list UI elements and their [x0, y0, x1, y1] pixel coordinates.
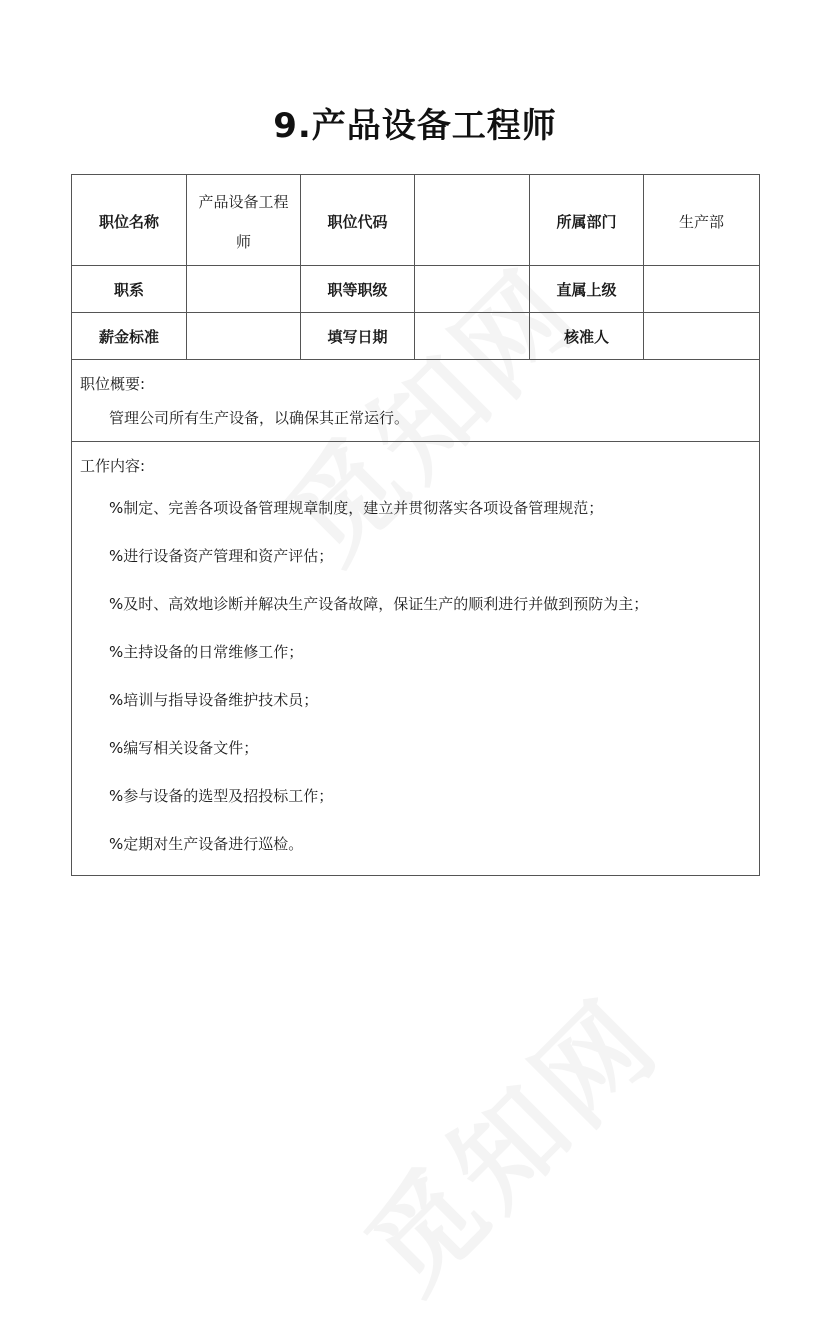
list-item: %定期对生产设备进行巡检。: [109, 835, 304, 853]
summary-text: 管理公司所有生产设备，以确保其正常运行。: [109, 409, 410, 427]
fill-date-value: [415, 313, 530, 360]
table-row: [72, 313, 760, 360]
supervisor-value: [644, 266, 760, 313]
position-name-label: 职位名称: [72, 175, 187, 266]
position-name-value: 产品设备工程师: [187, 175, 301, 266]
job-family-label: 职系: [72, 266, 187, 313]
list-item: %参与设备的选型及招投标工作；: [109, 787, 334, 805]
summary-row: [72, 360, 760, 442]
fill-date-label: 填写日期: [301, 313, 415, 360]
salary-label: 薪金标准: [72, 313, 187, 360]
salary-value: [187, 313, 301, 360]
job-description-table: [71, 174, 760, 876]
list-item: %主持设备的日常维修工作；: [109, 643, 304, 661]
job-family-value: [187, 266, 301, 313]
position-code-label: 职位代码: [301, 175, 415, 266]
approver-value: [644, 313, 760, 360]
watermark-bottom: [326, 958, 688, 1320]
grade-value: [415, 266, 530, 313]
page-title: 9.产品设备工程师: [273, 106, 557, 146]
supervisor-label: 直属上级: [530, 266, 644, 313]
grade-label: 职等职级: [301, 266, 415, 313]
list-item: %进行设备资产管理和资产评估；: [109, 547, 334, 565]
position-code-value: [415, 175, 530, 266]
department-label: 所属部门: [530, 175, 644, 266]
list-item: %及时、高效地诊断并解决生产设备故障，保证生产的顺利进行并做到预防为主；: [109, 595, 649, 613]
duties-section: [72, 442, 760, 876]
table-row: [72, 266, 760, 313]
department-value: 生产部: [644, 175, 760, 266]
summary-section: [72, 360, 760, 442]
approver-label: 核准人: [530, 313, 644, 360]
summary-heading: 职位概要:: [80, 375, 146, 393]
table-row: [72, 175, 760, 266]
duties-heading: 工作内容:: [80, 457, 146, 475]
list-item: %培训与指导设备维护技术员；: [109, 691, 319, 709]
list-item: %制定、完善各项设备管理规章制度，建立并贯彻落实各项设备管理规范；: [109, 499, 604, 517]
duties-list: [72, 476, 759, 875]
list-item: %编写相关设备文件；: [109, 739, 259, 757]
duties-row: [72, 442, 760, 876]
